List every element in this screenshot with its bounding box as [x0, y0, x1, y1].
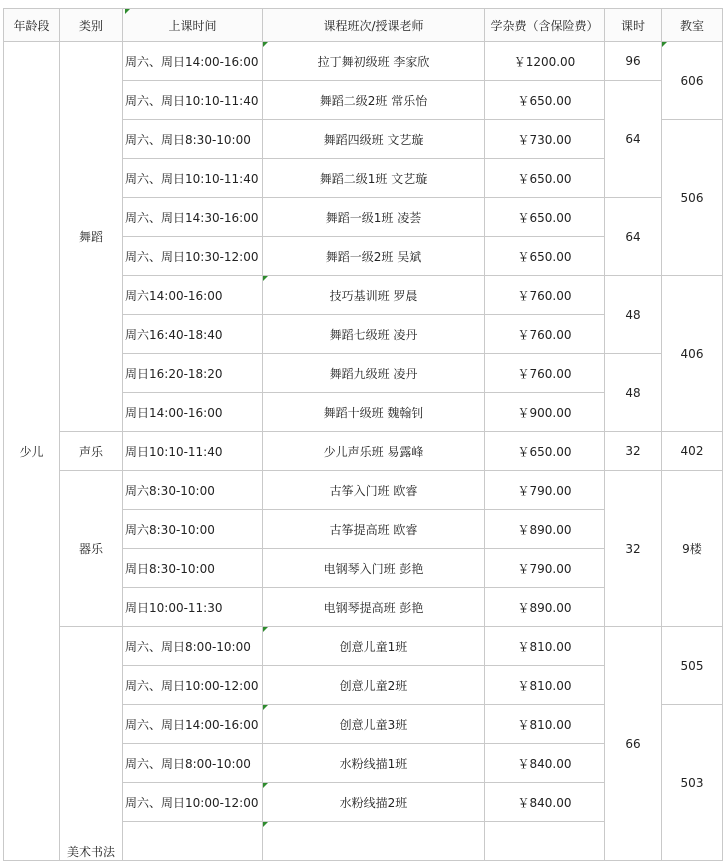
- hours-cell: 96: [605, 42, 662, 81]
- class-label: 创意儿童3班: [339, 717, 408, 732]
- fee-cell: ￥760.00: [485, 315, 605, 354]
- fee-cell: ￥650.00: [485, 81, 605, 120]
- comment-marker-icon: [263, 627, 268, 632]
- table-row: [4, 42, 723, 81]
- header-time: 上课时间: [123, 9, 263, 42]
- hours-cell: 48: [605, 354, 662, 432]
- time-cell: 周六16:40-18:40: [123, 315, 263, 354]
- class-cell: 电钢琴提高班 彭艳: [263, 588, 485, 627]
- fee-cell: [485, 822, 605, 861]
- category-art: 美术书法: [60, 627, 123, 861]
- header-category: 类别: [60, 9, 123, 42]
- fee-cell: ￥790.00: [485, 549, 605, 588]
- class-cell: 电钢琴入门班 彭艳: [263, 549, 485, 588]
- time-cell: 周六、周日14:30-16:00: [123, 198, 263, 237]
- header-age: 年龄段: [4, 9, 60, 42]
- comment-marker-icon: [125, 9, 130, 14]
- hours-cell: 32: [605, 432, 662, 471]
- time-cell: 周六、周日8:30-10:00: [123, 120, 263, 159]
- class-cell: 创意儿童2班: [263, 666, 485, 705]
- class-label: 创意儿童1班: [339, 639, 408, 654]
- class-cell: [263, 705, 485, 744]
- category-instrument: 器乐: [60, 471, 123, 627]
- class-cell: [263, 627, 485, 666]
- class-cell: 舞蹈七级班 凌丹: [263, 315, 485, 354]
- time-cell: 周六、周日10:00-12:00: [123, 666, 263, 705]
- age-group-cell: 少儿: [4, 42, 60, 861]
- room-cell: 503: [662, 705, 723, 861]
- time-cell: 周六、周日10:10-11:40: [123, 159, 263, 198]
- time-cell: 周六、周日10:00-12:00: [123, 783, 263, 822]
- fee-cell: ￥810.00: [485, 627, 605, 666]
- time-cell: 周六、周日10:10-11:40: [123, 81, 263, 120]
- room-cell: [662, 42, 723, 120]
- room-label: 606: [680, 73, 704, 88]
- fee-cell: ￥900.00: [485, 393, 605, 432]
- time-cell: 周六、周日14:00-16:00: [123, 705, 263, 744]
- hours-cell: 32: [605, 471, 662, 627]
- header-class-teacher: 课程班次/授课老师: [263, 9, 485, 42]
- comment-marker-icon: [263, 783, 268, 788]
- comment-marker-icon: [662, 42, 667, 47]
- class-cell: 舞蹈九级班 凌丹: [263, 354, 485, 393]
- comment-marker-icon: [263, 705, 268, 710]
- fee-cell: ￥890.00: [485, 510, 605, 549]
- time-cell: [123, 822, 263, 861]
- fee-cell: ￥650.00: [485, 159, 605, 198]
- room-cell: 505: [662, 627, 723, 705]
- time-cell: 周日14:00-16:00: [123, 393, 263, 432]
- comment-marker-icon: [263, 42, 268, 47]
- fee-cell: ￥650.00: [485, 432, 605, 471]
- class-label: 拉丁舞初级班 李家欣: [317, 54, 430, 69]
- fee-cell: ￥760.00: [485, 276, 605, 315]
- class-cell: 水粉线描1班: [263, 744, 485, 783]
- room-cell: 402: [662, 432, 723, 471]
- room-cell: 506: [662, 120, 723, 276]
- time-cell: 周日10:10-11:40: [123, 432, 263, 471]
- header-room: 教室: [662, 9, 723, 42]
- time-label: 周六14:00-16:00: [125, 288, 223, 303]
- class-cell: [263, 42, 485, 81]
- class-cell: 舞蹈二级1班 文艺璇: [263, 159, 485, 198]
- class-cell: 舞蹈一级1班 凌荟: [263, 198, 485, 237]
- time-cell: 周六、周日14:00-16:00: [123, 42, 263, 81]
- time-cell: 周六、周日8:00-10:00: [123, 627, 263, 666]
- room-cell: 9楼: [662, 471, 723, 627]
- fee-cell: ￥790.00: [485, 471, 605, 510]
- room-cell: 406: [662, 276, 723, 432]
- fee-cell: ￥890.00: [485, 588, 605, 627]
- class-cell: 舞蹈二级2班 常乐怡: [263, 81, 485, 120]
- header-hours: 课时: [605, 9, 662, 42]
- fee-cell: ￥650.00: [485, 237, 605, 276]
- header-row: [4, 9, 723, 42]
- class-cell: [263, 822, 485, 861]
- fee-cell: ￥840.00: [485, 783, 605, 822]
- class-cell: 古筝提高班 欧睿: [263, 510, 485, 549]
- class-cell: 少儿声乐班 易露峰: [263, 432, 485, 471]
- category-dance: 舞蹈: [60, 42, 123, 432]
- hours-cell: 64: [605, 198, 662, 276]
- fee-cell: ￥840.00: [485, 744, 605, 783]
- class-label: 技巧基训班 罗晨: [329, 288, 418, 303]
- comment-marker-icon: [263, 276, 268, 281]
- time-cell: 周六、周日10:30-12:00: [123, 237, 263, 276]
- hours-cell: 64: [605, 81, 662, 198]
- class-cell: 舞蹈十级班 魏翰钊: [263, 393, 485, 432]
- class-cell: [263, 783, 485, 822]
- fee-cell: ￥730.00: [485, 120, 605, 159]
- class-cell: 古筝入门班 欧睿: [263, 471, 485, 510]
- table-row: [4, 432, 723, 471]
- time-cell: 周日8:30-10:00: [123, 549, 263, 588]
- time-cell: [123, 276, 263, 315]
- class-cell: [263, 276, 485, 315]
- fee-cell: ￥810.00: [485, 705, 605, 744]
- header-fee: 学杂费（含保险费）: [485, 9, 605, 42]
- table-row: [4, 627, 723, 666]
- time-cell: 周六、周日8:00-10:00: [123, 744, 263, 783]
- table-row: [4, 471, 723, 510]
- time-cell: 周六8:30-10:00: [123, 510, 263, 549]
- fee-cell: ￥650.00: [485, 198, 605, 237]
- hours-cell: 66: [605, 627, 662, 861]
- time-cell: 周六8:30-10:00: [123, 471, 263, 510]
- category-vocal: 声乐: [60, 432, 123, 471]
- fee-cell: ￥760.00: [485, 354, 605, 393]
- fee-cell: ￥810.00: [485, 666, 605, 705]
- class-cell: 舞蹈四级班 文艺璇: [263, 120, 485, 159]
- course-schedule-table: [3, 8, 723, 861]
- time-cell: 周日16:20-18:20: [123, 354, 263, 393]
- class-cell: 舞蹈一级2班 吴斌: [263, 237, 485, 276]
- hours-cell: 48: [605, 276, 662, 354]
- time-cell: 周日10:00-11:30: [123, 588, 263, 627]
- class-label: 水粉线描2班: [339, 795, 408, 810]
- fee-cell: ￥1200.00: [485, 42, 605, 81]
- comment-marker-icon: [263, 822, 268, 827]
